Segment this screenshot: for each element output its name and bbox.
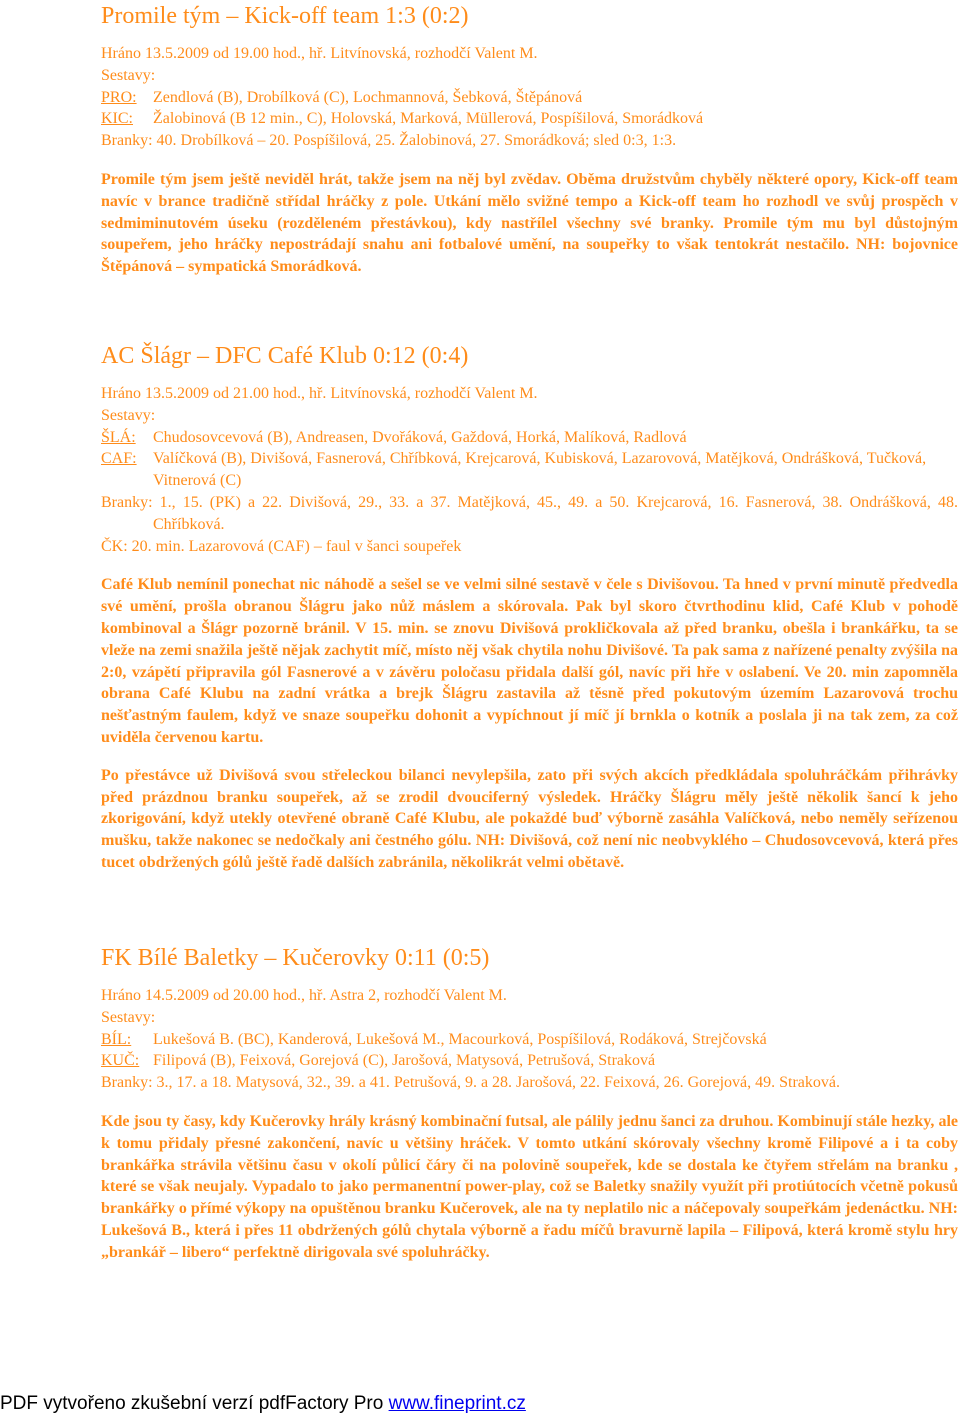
team2-code: CAF:: [101, 450, 137, 468]
match-played: Hráno 13.5.2009 od 19.00 hod., hř. Litvínovská, rozhodčí Valent M.: [101, 45, 538, 62]
match-title: AC Šlágr – DFC Café Klub 0:12 (0:4): [101, 343, 469, 369]
team2-code: KUČ:: [101, 1052, 140, 1070]
lineups-label: Sestavy:: [101, 1008, 156, 1026]
footer-text: PDF vytvořeno zkušební verzí pdfFactory Pro: [0, 1393, 389, 1414]
match-report-text: Promile tým jsem ještě neviděl hrát, takže jsem na něj byl zvědav. Oběma družstvům chyběly některé opory, Kick-off team navíc v brance tradičně střídal hráčky z pole. Utkání mělo svižné tempo a Kick-off team ho rozhodl ve svůj prospěch v sedmiminutovém úseku (rozděleném přestávkou), kdy nastřílel všechny své branky. Promile tým mu byl důstojným soupeřem, jeho hráčky nepostrádají snahu ani fotbalové umění, na soupeřky to však tentokrát nestačilo. NH: bojovnice Štěpánová – sympatická Smorádková.: [101, 170, 958, 276]
team2-players: Valíčková (B), Divišová, Fasnerová, Chříbková, Krejcarová, Kubisková, Lazarovová, Matějková, Ondrášková, Tučková, Vitnerová (C): [153, 450, 927, 490]
match-info: [101, 383, 958, 557]
match-played: Hráno 14.5.2009 od 20.00 hod., hř. Astra 2, rozhodčí Valent M.: [101, 987, 507, 1004]
match-report-baletky-kucerovky: [101, 943, 958, 1280]
team1-code: ŠLÁ:: [101, 428, 136, 446]
match-red-card: ČK: 20. min. Lazarovová (CAF) – faul v šanci soupeřek: [101, 537, 462, 555]
match-report-promile-kickoff: [101, 1, 958, 294]
match-info: [101, 985, 958, 1094]
team1-code: PRO:: [101, 88, 137, 106]
lineups-label: Sestavy:: [101, 406, 156, 424]
lineups-label: Sestavy:: [101, 66, 156, 84]
match-played: Hráno 13.5.2009 od 21.00 hod., hř. Litvínovská, rozhodčí Valent M.: [101, 385, 538, 402]
match-report-text: Kde jsou ty časy, kdy Kučerovky hrály krásný kombinační futsal, ale pálily jednu šanci za druhou. Kombinují stále hezky, ale k tomu přidaly přesné zakončení, navíc u většiny hráček. V tomto utkání skórovaly všechny kromě Filipové a i ta coby brankářka strávila většinu času v okolí půlicí čáry či na polovině soupeřek, kde se dostala ke čtyřem střelám na branku , které se však neujaly. Vypadalo to jako permanentní power-play, což se Baletky snažily využít při protiútocích včetně pokusů brankářky o přímé výkopy na opuštěnou branku Kučerovek, ale na ty neplatilo nic a náčepovaly soupeřkám jedenáctku. NH: Lukešová B., která i přes 11 obdržených gólů chytala výborně a řadu míčů bravurně lapila – Filipová, která kromě stylu hry „brankář – libero“ perfektně dirigovala své spoluhráčky.: [101, 1112, 958, 1261]
match-goals: Branky: 3., 17. a 18. Matysová, 32., 39. a 41. Petrušová, 9. a 28. Jarošová, 22. Feixová, 26. Gorejová, 49. Straková.: [101, 1074, 840, 1092]
match-report-text-second-half: Po přestávce už Divišová svou střeleckou bilanci nevylepšila, zato při svých akcích předkládala spoluhráčkám přihrávky před prázdnou branku soupeřek, až se zrodil dvouciferný výsledek. Hráčky Šlágru měly ještě několik šancí k jeho zkorigování, když utekly otevřené obraně Café Klubu, ale pokaždé buď výborně zasáhla Valíčková, nebo neměly seřízenou mušku, takže nakonec se nedočkaly ani čestného gólu. NH: Divišová, což není nic neobvyklého – Chudosovcevová, která přes tucet obdržených gólů ještě řadě dalších zabránila, několikrát velmi obětavě.: [101, 766, 958, 871]
lineup-team2: [101, 448, 958, 492]
match-report-slagr-cafe-klub: [101, 341, 958, 890]
team2-players: Žalobinová (B 12 min., C), Holovská, Marková, Müllerová, Pospíšilová, Smorádková: [153, 110, 704, 128]
match-title: FK Bílé Baletky – Kučerovky 0:11 (0:5): [101, 945, 490, 971]
team1-players: Zendlová (B), Drobílková (C), Lochmannová, Šebková, Štěpánová: [153, 88, 583, 106]
lineup-team1: [101, 87, 958, 109]
match-goals: Branky: 40. Drobílková – 20. Pospíšilová, 25. Žalobinová, 27. Smorádková; sled 0:3, 1:3.: [101, 132, 677, 150]
match-report-text: Café Klub nemínil ponechat nic náhodě a sešel se ve velmi silné sestavě v čele s Divišovou. Ta hned v první minutě předvedla své umění, prošla obranou Šlágru jako nůž máslem a skórovala. Pak byl skoro čtvrthodinu klid, Café Klub v pohodě kombinoval a Šlágr pozorně bránil. V 15. min. se znovu Divišová prokličkovala až před branku, obešla i brankářku, ta se vleže na zemi snažila ještě nějak zachytit míč, místo něj však chytila nohu Divišové. Ta pak sama z nařízené penalty zvýšila na 2:0, vzápětí připravila gól Fasnerové a v závěru poločasu přidala další gól, navíc při hře v oslabení. Ve 20. min zapomněla obrana Café Klubu na zadní vrátka a brejk Šlágru zastavila až těsně před pokutovým územím Lazarovová trochu nešťastným faulem, když ve snaze soupeřku dohonit a vypíchnout jí míč jí brnkla o kotník a poslala ji na tak zem, za což uviděla červenou kartu.: [101, 576, 958, 746]
lineup-team1: [101, 1029, 958, 1051]
lineup-team1: [101, 427, 958, 449]
pdf-watermark-footer: [0, 1393, 960, 1415]
match-goals: Branky: 1., 15. (PK) a 22. Divišová, 29., 33. a 37. Matějková, 45., 49. a 50. Krejcarová, 16. Fasnerová, 38. Ondrášková, 48. Chříbková.: [101, 493, 958, 533]
team2-players: Filipová (B), Feixová, Gorejová (C), Jarošová, Matysová, Petrušová, Straková: [153, 1052, 656, 1070]
team1-players: Chudosovcevová (B), Andreasen, Dvořáková, Gaždová, Horká, Malíková, Radlová: [153, 428, 687, 446]
team1-players: Lukešová B. (BC), Kanderová, Lukešová M., Macourková, Pospíšilová, Rodáková, Strejčovská: [153, 1030, 767, 1048]
lineup-team2: [101, 108, 958, 130]
match-title: Promile tým – Kick-off team 1:3 (0:2): [101, 3, 469, 29]
team1-code: BÍL:: [101, 1030, 132, 1048]
footer-link[interactable]: www.fineprint.cz: [388, 1393, 526, 1414]
match-info: [101, 43, 958, 152]
team2-code: KIC:: [101, 110, 133, 128]
lineup-team2: [101, 1050, 958, 1072]
